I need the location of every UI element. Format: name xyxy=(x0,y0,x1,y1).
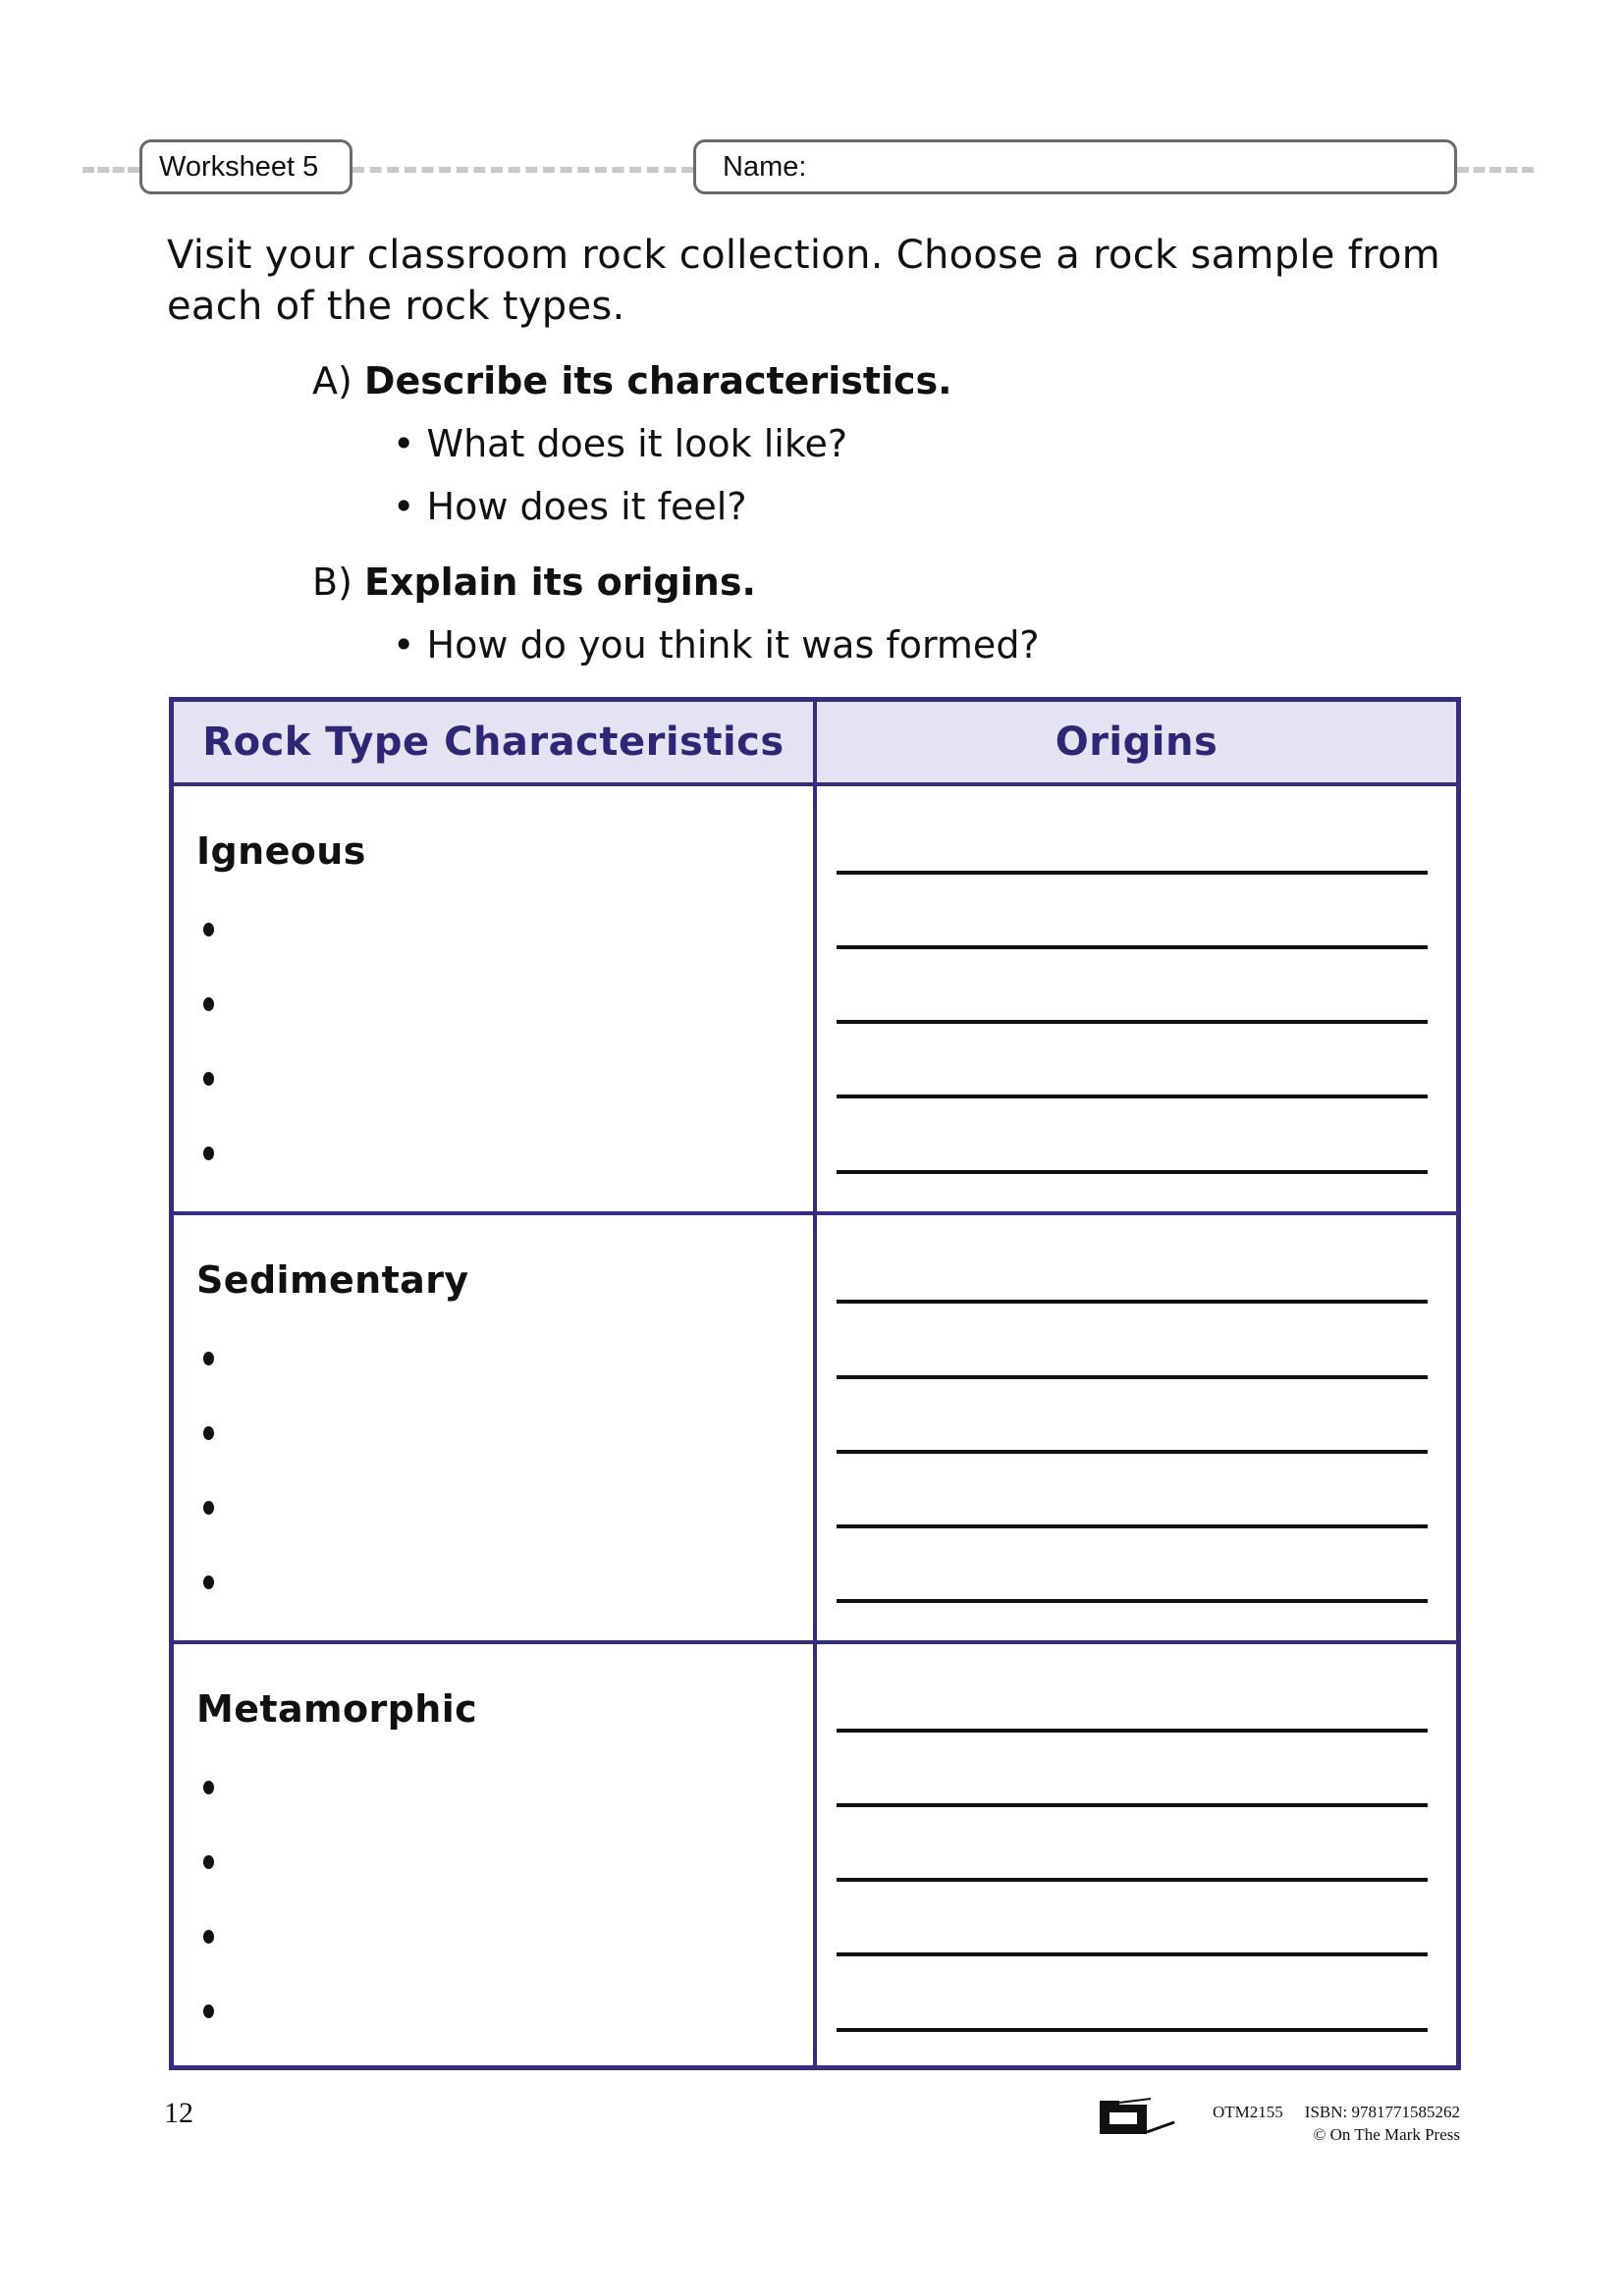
bullet-icon: • xyxy=(393,485,415,528)
question-text: What does it look like? xyxy=(426,422,848,465)
bullet-icon xyxy=(203,997,214,1011)
name-field[interactable] xyxy=(693,139,1457,194)
bullet-icon xyxy=(203,1501,214,1515)
bullet-icon xyxy=(203,1352,214,1365)
origin-write-line[interactable] xyxy=(837,1524,1428,1528)
worksheet-label-box xyxy=(139,139,352,194)
copier-icon xyxy=(1100,2097,1178,2138)
header-dash-middle xyxy=(352,167,693,173)
header-origins: Origins xyxy=(1055,720,1218,765)
product-code: OTM2155 xyxy=(1213,2103,1283,2121)
origin-write-line[interactable] xyxy=(837,945,1428,949)
origin-write-line[interactable] xyxy=(837,1450,1428,1454)
bullet-icon xyxy=(203,1930,214,1944)
intro-text: Visit your classroom rock collection. Choose a rock sample from each of the rock types. xyxy=(167,233,1441,329)
origin-write-line[interactable] xyxy=(837,1020,1428,1024)
step-a-title: Describe its characteristics. xyxy=(363,359,952,402)
header-dash-left xyxy=(82,167,139,173)
header-dash-right xyxy=(1457,167,1534,173)
origin-write-line[interactable] xyxy=(837,1878,1428,1882)
rock-type-label: Metamorphic xyxy=(196,1687,478,1731)
bullet-icon xyxy=(203,1781,214,1794)
origin-write-line[interactable] xyxy=(837,1803,1428,1807)
step-a xyxy=(312,359,952,402)
origin-write-line[interactable] xyxy=(837,1170,1428,1174)
bullet-icon: • xyxy=(393,422,415,465)
page-number: 12 xyxy=(164,2097,193,2129)
worksheet-label: Worksheet 5 xyxy=(159,150,319,183)
step-b xyxy=(312,561,756,604)
question-text: How does it feel? xyxy=(426,485,747,528)
bullet-icon xyxy=(203,1855,214,1869)
step-a-prefix: A) xyxy=(312,359,352,402)
name-label: Name: xyxy=(723,150,807,183)
bullet-icon: • xyxy=(393,623,415,667)
bullet-icon xyxy=(203,1072,214,1086)
bullet-icon xyxy=(203,1575,214,1589)
origin-write-line[interactable] xyxy=(837,1095,1428,1098)
question-formed xyxy=(393,623,1040,667)
question-look xyxy=(393,422,847,465)
origin-write-line[interactable] xyxy=(837,1300,1428,1304)
header-rock-type-characteristics: Rock Type Characteristics xyxy=(202,720,785,765)
isbn: ISBN: 9781771585262 xyxy=(1304,2103,1460,2121)
origin-write-line[interactable] xyxy=(837,871,1428,875)
bullet-icon xyxy=(203,923,214,936)
question-feel xyxy=(393,485,747,528)
question-text: How do you think it was formed? xyxy=(426,623,1040,667)
origin-write-line[interactable] xyxy=(837,1952,1428,1956)
footer-publisher-info xyxy=(1213,2101,1460,2146)
rock-type-label: Igneous xyxy=(196,829,366,873)
column-divider xyxy=(813,702,817,2065)
copyright: © On The Mark Press xyxy=(1313,2125,1460,2144)
origin-write-line[interactable] xyxy=(837,1375,1428,1379)
rock-types-table xyxy=(169,697,1461,2070)
step-b-title: Explain its origins. xyxy=(364,561,756,604)
bullet-icon xyxy=(203,1147,214,1160)
bullet-icon xyxy=(203,1426,214,1440)
step-b-prefix: B) xyxy=(312,561,352,604)
origin-write-line[interactable] xyxy=(837,1729,1428,1733)
origin-write-line[interactable] xyxy=(837,2028,1428,2032)
rock-type-label: Sedimentary xyxy=(196,1258,469,1302)
bullet-icon xyxy=(203,2004,214,2018)
origin-write-line[interactable] xyxy=(837,1599,1428,1603)
